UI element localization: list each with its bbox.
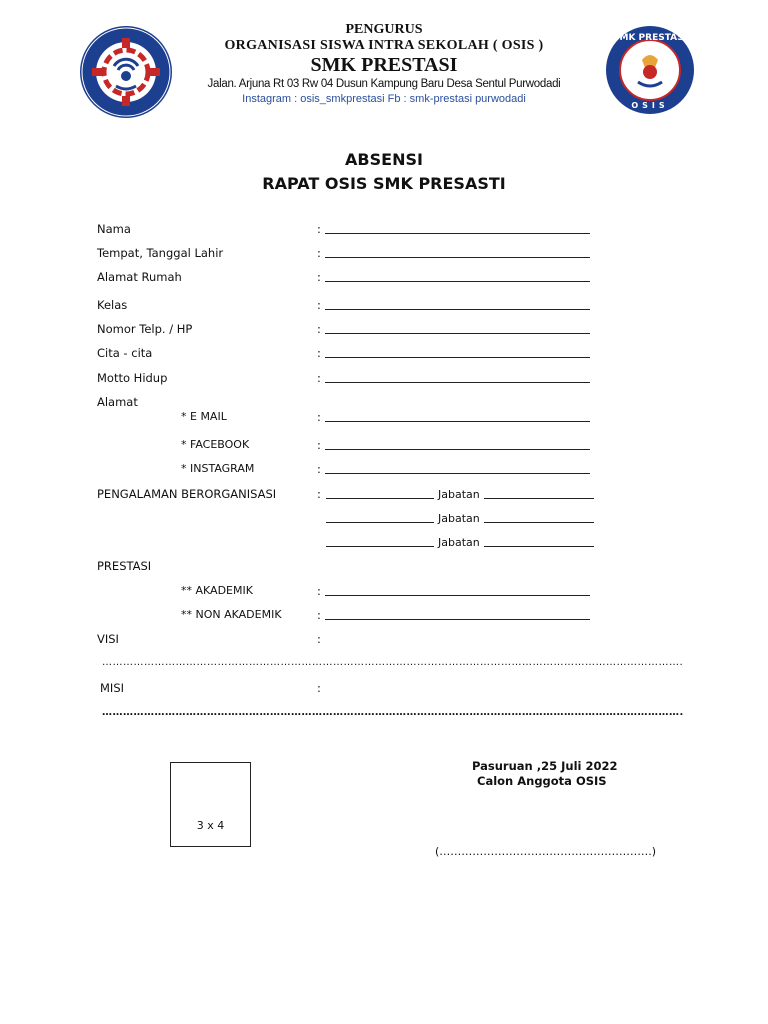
label-telp: Nomor Telp. / HP [97, 322, 193, 336]
input-instagram[interactable] [325, 473, 590, 474]
label-pengalaman: PENGALAMAN BERORGANISASI [97, 487, 277, 501]
label-visi: VISI [97, 632, 119, 646]
input-organisasi-1[interactable] [326, 498, 434, 499]
colon: : [317, 438, 321, 452]
input-motto[interactable] [325, 382, 590, 383]
label-misi: MISI [100, 681, 125, 695]
input-visi[interactable]: …………………………………………………………………………………………………………………………………………………. [102, 657, 684, 668]
label-motto: Motto Hidup [97, 371, 168, 385]
label-alamat: Alamat [97, 395, 138, 409]
input-jabatan-3[interactable] [484, 546, 594, 547]
label-alamat-rumah: Alamat Rumah [97, 270, 182, 284]
input-akademik[interactable] [325, 595, 590, 596]
form-title: ABSENSI [345, 150, 423, 169]
colon: : [317, 298, 321, 312]
input-misi[interactable]: …………………………………………………………………………………………………………………………………………………. [102, 707, 684, 718]
colon: : [317, 222, 321, 236]
header-address: Jalan. Arjuna Rt 03 Rw 04 Dusun Kampung Baru Desa Sentul Purwodadi [207, 78, 561, 90]
colon: : [317, 681, 321, 695]
colon: : [317, 410, 321, 424]
colon: : [317, 487, 321, 501]
label-prestasi: PRESTASI [97, 559, 152, 573]
label-instagram: * INSTAGRAM [181, 462, 255, 475]
colon: : [317, 246, 321, 260]
colon: : [317, 462, 321, 476]
input-alamat-rumah[interactable] [325, 281, 590, 282]
colon: : [317, 584, 321, 598]
header-social-links: Instagram : osis_smkprestasi Fb : smk-prestasi purwodadi [242, 93, 526, 105]
label-kelas: Kelas [97, 298, 128, 312]
input-nama[interactable] [325, 233, 590, 234]
label-nama: Nama [97, 222, 131, 236]
photo-box[interactable] [170, 762, 251, 847]
photo-label: 3 x 4 [196, 819, 225, 832]
input-ttl[interactable] [325, 257, 590, 258]
logo-right-top-text: SMK PRESTASI [613, 33, 687, 43]
input-non-akademik[interactable] [325, 619, 590, 620]
input-facebook[interactable] [325, 449, 590, 450]
label-jabatan: Jabatan [438, 488, 480, 501]
form-subtitle: RAPAT OSIS SMK PRESASTI [262, 174, 506, 193]
input-organisasi-2[interactable] [326, 522, 434, 523]
label-ttl: Tempat, Tanggal Lahir [97, 246, 224, 260]
input-jabatan-2[interactable] [484, 522, 594, 523]
label-akademik: ** AKADEMIK [181, 584, 253, 597]
colon: : [317, 346, 321, 360]
header-organisasi: ORGANISASI SISWA INTRA SEKOLAH ( OSIS ) [224, 38, 544, 53]
header-pengurus: PENGURUS [345, 22, 423, 37]
signature-name-field[interactable]: (………………………………………………….) [435, 845, 657, 858]
label-jabatan: Jabatan [438, 536, 480, 549]
logo-right-bottom-text: OSIS [631, 101, 669, 110]
colon: : [317, 608, 321, 622]
input-kelas[interactable] [325, 309, 590, 310]
header-school-name: SMK PRESTASI [310, 54, 458, 76]
input-cita[interactable] [325, 357, 590, 358]
input-email[interactable] [325, 421, 590, 422]
label-cita: Cita - cita [97, 346, 153, 360]
signature-place-date: Pasuruan ,25 Juli 2022 [472, 759, 618, 773]
signature-role: Calon Anggota OSIS [477, 774, 607, 788]
label-non-akademik: ** NON AKADEMIK [181, 608, 282, 621]
colon: : [317, 322, 321, 336]
colon: : [317, 632, 321, 646]
label-jabatan: Jabatan [438, 512, 480, 525]
input-telp[interactable] [325, 333, 590, 334]
input-organisasi-3[interactable] [326, 546, 434, 547]
colon: : [317, 371, 321, 385]
label-email: * E MAIL [181, 410, 227, 423]
colon: : [317, 270, 321, 284]
label-facebook: * FACEBOOK [181, 438, 250, 451]
input-jabatan-1[interactable] [484, 498, 594, 499]
